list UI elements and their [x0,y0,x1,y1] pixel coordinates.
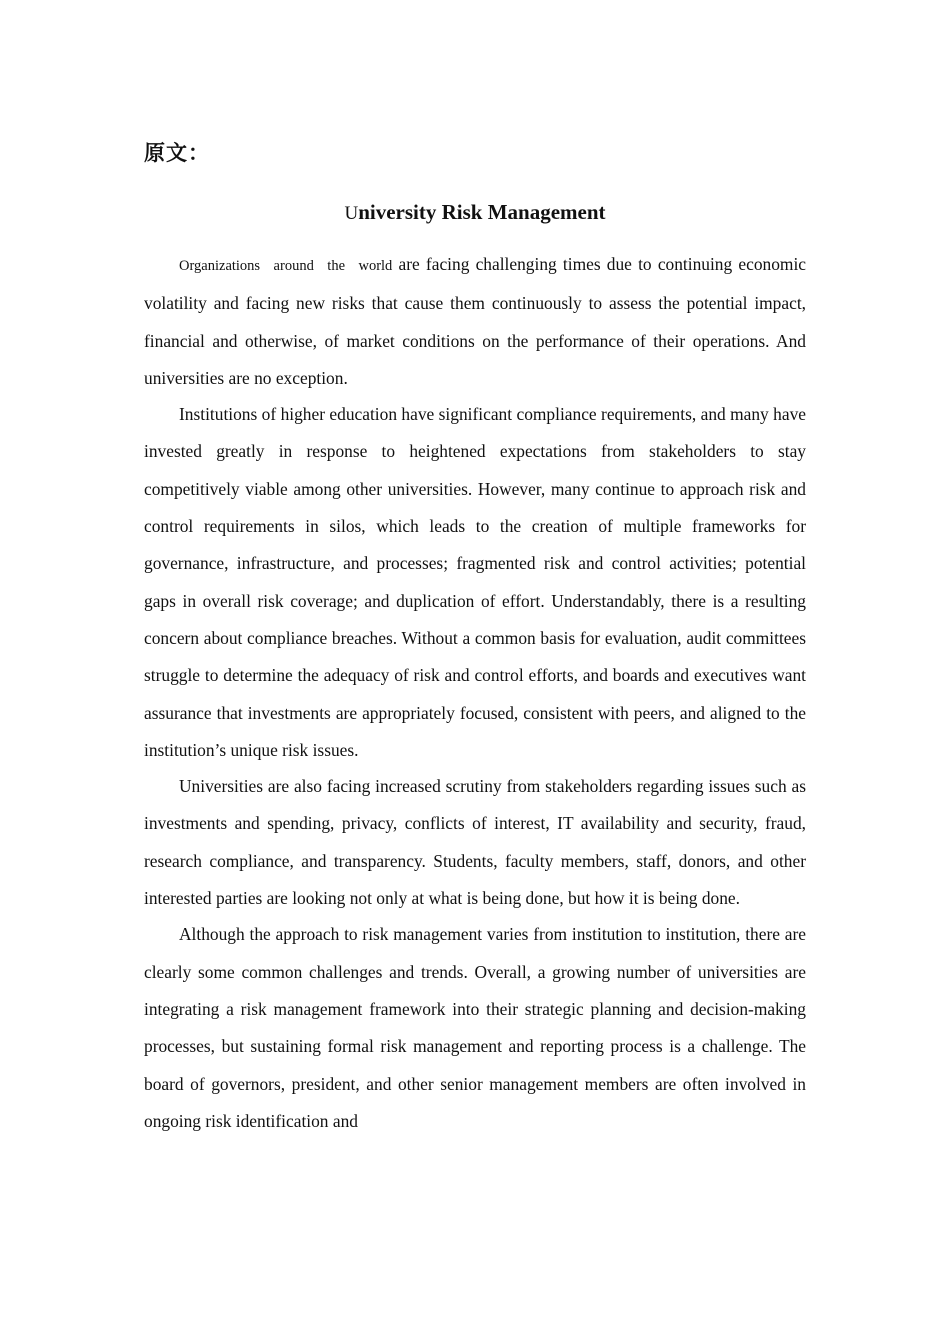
document-title [144,200,806,225]
paragraph-4: Although the approach to risk management varies from institution to institution, there are clearly some common challenges and trends. Overall, a growing number of universities are integrating a risk management framework into their strategic planning and decision-making processes, but sustaining formal risk management and reporting process is a challenge. The board of governors, president, and other senior management members are often involved in ongoing risk identification and [144,924,806,1131]
paragraph-1-lead: Organizations around the world [179,258,393,274]
paragraph-1 [144,246,806,397]
title-rest: niversity Risk Management [358,200,606,224]
paragraph-1-text: are facing challenging times due to continuing economic volatility and facing new risks that cause them continuously to assess the potential impact, financial and otherwise, of market conditions on the performance of their operations. And universities are no exception. [144,254,806,388]
title-first-letter: U [344,203,359,224]
paragraph-2: Institutions of higher education have significant compliance requirements, and many have invested greatly in response to heightened expectations from stakeholders to stay competitively viable among other universities. However, many continue to approach risk and control requirements in silos, which leads to the creation of multiple frameworks for governance, infrastructure, and processes; fragmented risk and control activities; potential gaps in overall risk coverage; and duplication of effort. Understandably, there is a resulting concern about compliance breaches. Without a common basis for evaluation, audit committees struggle to determine the adequacy of risk and control efforts, and boards and executives want assurance that investments are appropriately focused, consistent with peers, and aligned to the institution’s unique risk issues. [144,404,806,760]
paragraph-3: Universities are also facing increased scrutiny from stakeholders regarding issues such as investments and spending, privacy, conflicts of interest, IT availability and security, fraud, research compliance, and transparency. Students, faculty members, staff, donors, and other interested parties are looking not only at what is being done, but how it is being done. [144,776,806,909]
source-text-label: 原文： [144,141,210,165]
document-body [144,246,806,1140]
